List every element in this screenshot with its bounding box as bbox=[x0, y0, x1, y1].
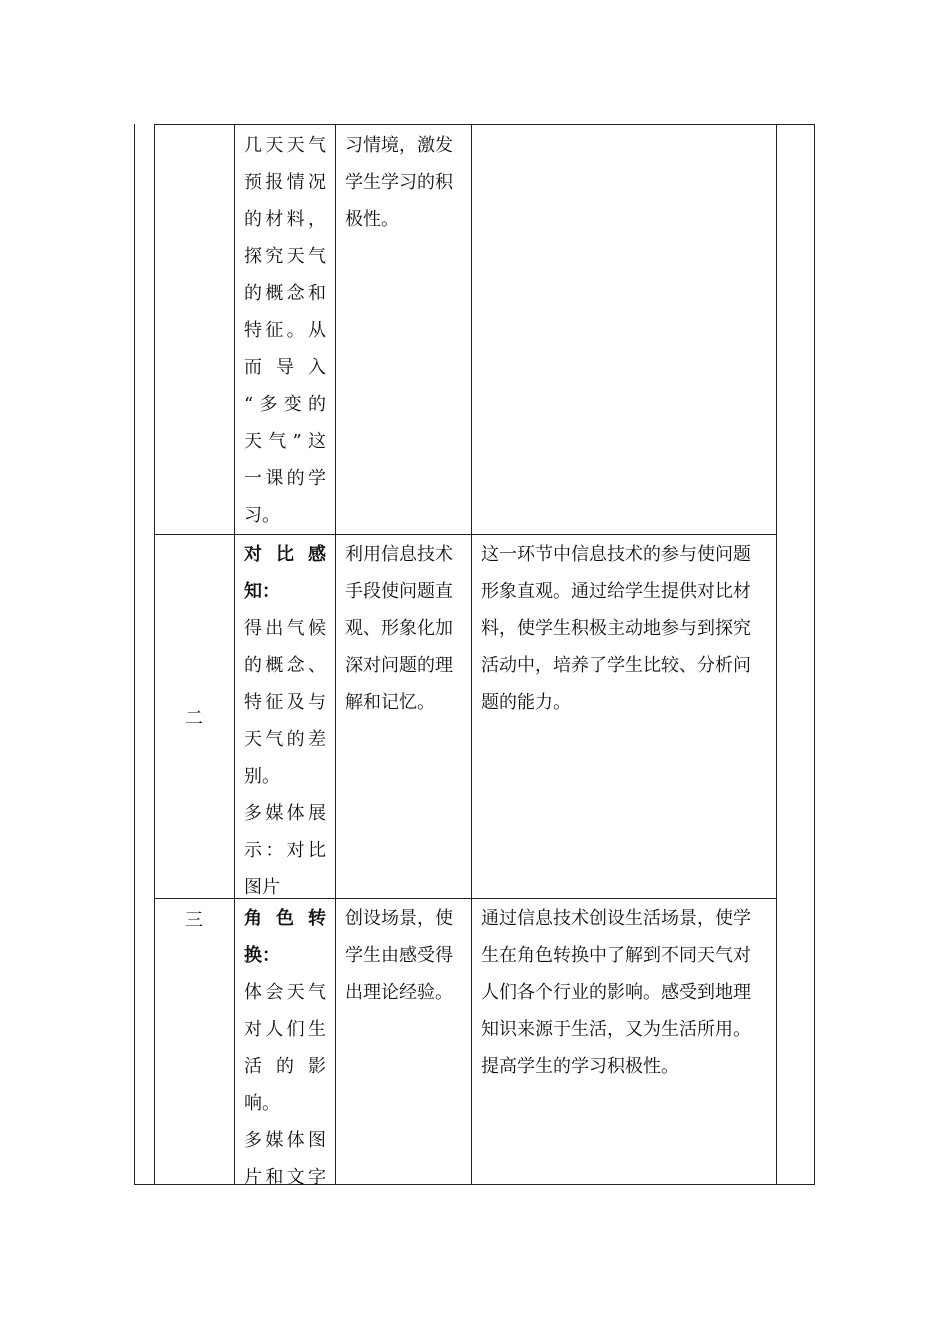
table-border-left bbox=[134, 124, 135, 1185]
activity-line: 对人们生 bbox=[244, 1019, 326, 1040]
purpose-line: 观、形象化加 bbox=[345, 618, 453, 639]
activity-line: 特征及与 bbox=[244, 692, 326, 713]
activity-title-line: 对 比 感 bbox=[244, 544, 326, 565]
effect-line: 这一环节中信息技术的参与使问题 bbox=[481, 544, 751, 565]
purpose-line: 学生学习的积 bbox=[345, 172, 453, 193]
table-column-divider bbox=[335, 124, 336, 1185]
activity-line: 的概念、 bbox=[244, 655, 326, 676]
purpose-line: 极性。 bbox=[345, 209, 399, 230]
activity-line: 多媒体图 bbox=[244, 1130, 326, 1151]
activity-line: 的材料， bbox=[244, 209, 326, 230]
activity-line: 图片 bbox=[244, 877, 280, 898]
purpose-line: 学生由感受得 bbox=[345, 945, 453, 966]
activity-line: 一课的学 bbox=[244, 468, 326, 489]
effect-line: 题的能力。 bbox=[481, 692, 571, 713]
activity-line: 天气”这 bbox=[244, 431, 326, 452]
table-border-right bbox=[814, 124, 815, 1185]
table-border-bottom bbox=[134, 1184, 815, 1185]
table-border-top-outer bbox=[776, 124, 815, 125]
effect-line: 料，使学生积极主动地参与到探究 bbox=[481, 618, 751, 639]
activity-title-line: 角 色 转 bbox=[244, 908, 326, 929]
table-row-3-activity bbox=[244, 900, 326, 1196]
lesson-table bbox=[134, 124, 815, 1188]
table-column-divider bbox=[154, 124, 155, 1185]
activity-line: 示：对比 bbox=[244, 840, 326, 861]
effect-line: 知识来源于生活，又为生活所用。 bbox=[481, 1019, 751, 1040]
activity-title-line: 知： bbox=[244, 581, 280, 602]
activity-line: 的概念和 bbox=[244, 283, 326, 304]
activity-line: 特征。从 bbox=[244, 320, 326, 341]
activity-line: 活 的 影 bbox=[244, 1056, 326, 1077]
activity-line: 多媒体展 bbox=[244, 803, 326, 824]
purpose-line: 解和记忆。 bbox=[345, 692, 435, 713]
activity-line: 响。 bbox=[244, 1093, 280, 1114]
table-column-divider bbox=[776, 124, 777, 1185]
effect-line: 人们各个行业的影响。感受到地理 bbox=[481, 982, 751, 1003]
purpose-line: 深对问题的理 bbox=[345, 655, 453, 676]
effect-line: 活动中，培养了学生比较、分析问 bbox=[481, 655, 751, 676]
purpose-line: 利用信息技术 bbox=[345, 544, 453, 565]
table-row-3-purpose bbox=[345, 900, 465, 1011]
effect-line: 通过信息技术创设生活场景，使学 bbox=[481, 908, 751, 929]
table-row-3-stage: 三 bbox=[185, 910, 203, 931]
effect-line: 生在角色转换中了解到不同天气对 bbox=[481, 945, 751, 966]
table-row-divider bbox=[154, 534, 777, 535]
purpose-line: 创设场景，使 bbox=[345, 908, 453, 929]
activity-title-line: 换： bbox=[244, 945, 280, 966]
effect-line: 提高学生的学习积极性。 bbox=[481, 1056, 679, 1077]
table-border-top bbox=[154, 124, 777, 125]
activity-line: 几天天气 bbox=[244, 135, 326, 156]
table-row-1-activity bbox=[244, 127, 326, 534]
activity-line: 片和文字 bbox=[244, 1167, 326, 1188]
activity-line: 得出气候 bbox=[244, 618, 326, 639]
table-row-2-stage: 二 bbox=[185, 708, 203, 729]
table-row-3-effect bbox=[481, 900, 773, 1085]
activity-line: 天气的差 bbox=[244, 729, 326, 750]
activity-line: 预报情况 bbox=[244, 172, 326, 193]
activity-line: 体会天气 bbox=[244, 982, 326, 1003]
purpose-line: 出理论经验。 bbox=[345, 982, 453, 1003]
activity-line: 习。 bbox=[244, 505, 280, 526]
activity-line: 别。 bbox=[244, 766, 280, 787]
activity-line: “多变的 bbox=[244, 394, 326, 415]
table-row-2-effect bbox=[481, 536, 773, 721]
table-column-divider bbox=[471, 124, 472, 1185]
table-row-2-activity bbox=[244, 536, 326, 906]
purpose-line: 习情境，激发 bbox=[345, 135, 453, 156]
table-column-divider bbox=[234, 124, 235, 1185]
table-row-2-purpose bbox=[345, 536, 465, 721]
activity-line: 探究天气 bbox=[244, 246, 326, 267]
purpose-line: 手段使问题直 bbox=[345, 581, 453, 602]
effect-line: 形象直观。通过给学生提供对比材 bbox=[481, 581, 751, 602]
table-row-1-purpose bbox=[345, 127, 465, 238]
activity-line: 而 导 入 bbox=[244, 357, 326, 378]
